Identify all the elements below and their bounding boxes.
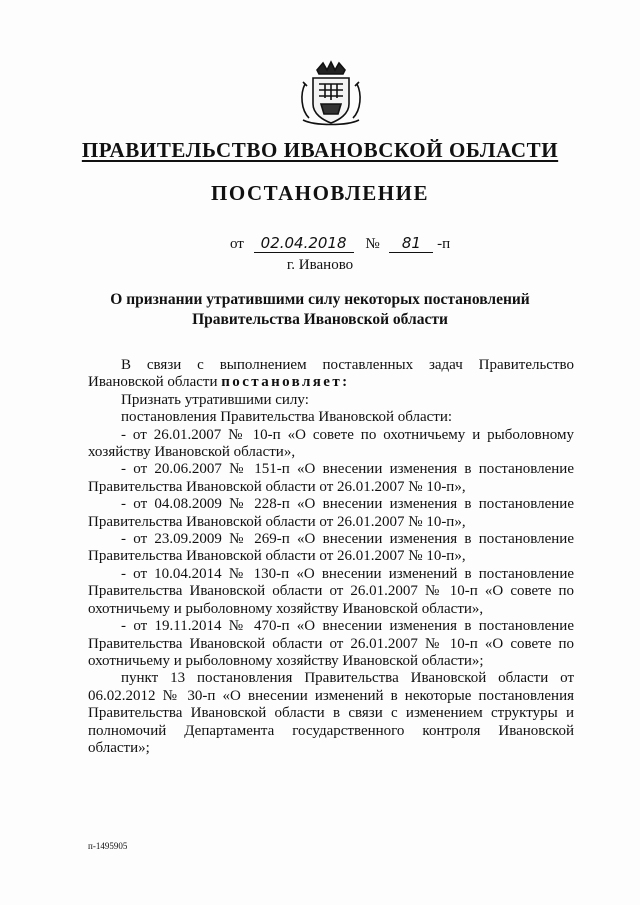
list-item: - от 26.01.2007 № 10-п «О совете по охотничьему и рыболовному хозяйству Ивановской области», — [88, 426, 574, 461]
document-body — [88, 357, 574, 757]
number-suffix: -п — [437, 236, 451, 252]
date-value: 02.04.2018 — [254, 235, 354, 253]
intro-text: В связи с выполнением поставленных задач Правительство Ивановской области — [88, 357, 574, 391]
list-item: - от 04.08.2009 № 228-п «О внесении изменения в постановление Правительства Ивановской области от 26.01.2007 № 10-п», — [88, 496, 574, 530]
organization-title — [0, 138, 640, 163]
number-value: 81 — [389, 235, 433, 253]
intro-paragraph — [88, 357, 574, 392]
point-paragraph: пункт 13 постановления Правительства Ивановской области от 06.02.2012 № 30-п «О внесении изменений в некоторые постановления Правительства Ивановской области в связи с изменением структуры и полномочий Департамента государственного контроля Ивановской области»; — [88, 670, 574, 756]
declare-paragraph: Признать утратившими силу: — [121, 391, 309, 408]
organization-title-text: ПРАВИТЕЛЬСТВО ИВАНОВСКОЙ ОБЛАСТИ — [81, 138, 559, 162]
decree-word: постановляет: — [221, 374, 350, 391]
subject-line: О признании утратившими силу некоторых постановлений — [110, 291, 530, 308]
list-item: - от 23.09.2009 № 269-п «О внесении изменения в постановление Правительства Ивановской области от 26.01.2007 № 10-п», — [88, 531, 574, 565]
list-item: - от 10.04.2014 № 130-п «О внесении изменений в постановление Правительства Ивановской области от 26.01.2007 № 10-п «О совете по охотничьему и рыболовному хозяйству Ивановской области», — [88, 565, 574, 617]
subject-heading — [90, 290, 550, 330]
list-item: - от 19.11.2014 № 470-п «О внесении изменения в постановление Правительства Ивановской области от 26.01.2007 № 10-п «О совете по охотничьему и рыболовному хозяйству Ивановской области»; — [88, 618, 574, 669]
list-intro: постановления Правительства Ивановской области: — [121, 409, 453, 426]
date-prefix: от — [230, 236, 244, 252]
coat-of-arms-icon — [297, 60, 365, 128]
date-number-line — [230, 235, 450, 253]
subject-line: Правительства Ивановской области — [192, 311, 448, 328]
list-item: - от 20.06.2007 № 151-п «О внесении изменения в постановление Правительства Ивановской области от 26.01.2007 № 10-п», — [88, 461, 574, 495]
document-type: ПОСТАНОВЛЕНИЕ — [211, 181, 429, 205]
footer-code: п-1495905 — [88, 841, 128, 851]
number-prefix: № — [365, 236, 380, 252]
city: г. Иваново — [286, 257, 354, 273]
